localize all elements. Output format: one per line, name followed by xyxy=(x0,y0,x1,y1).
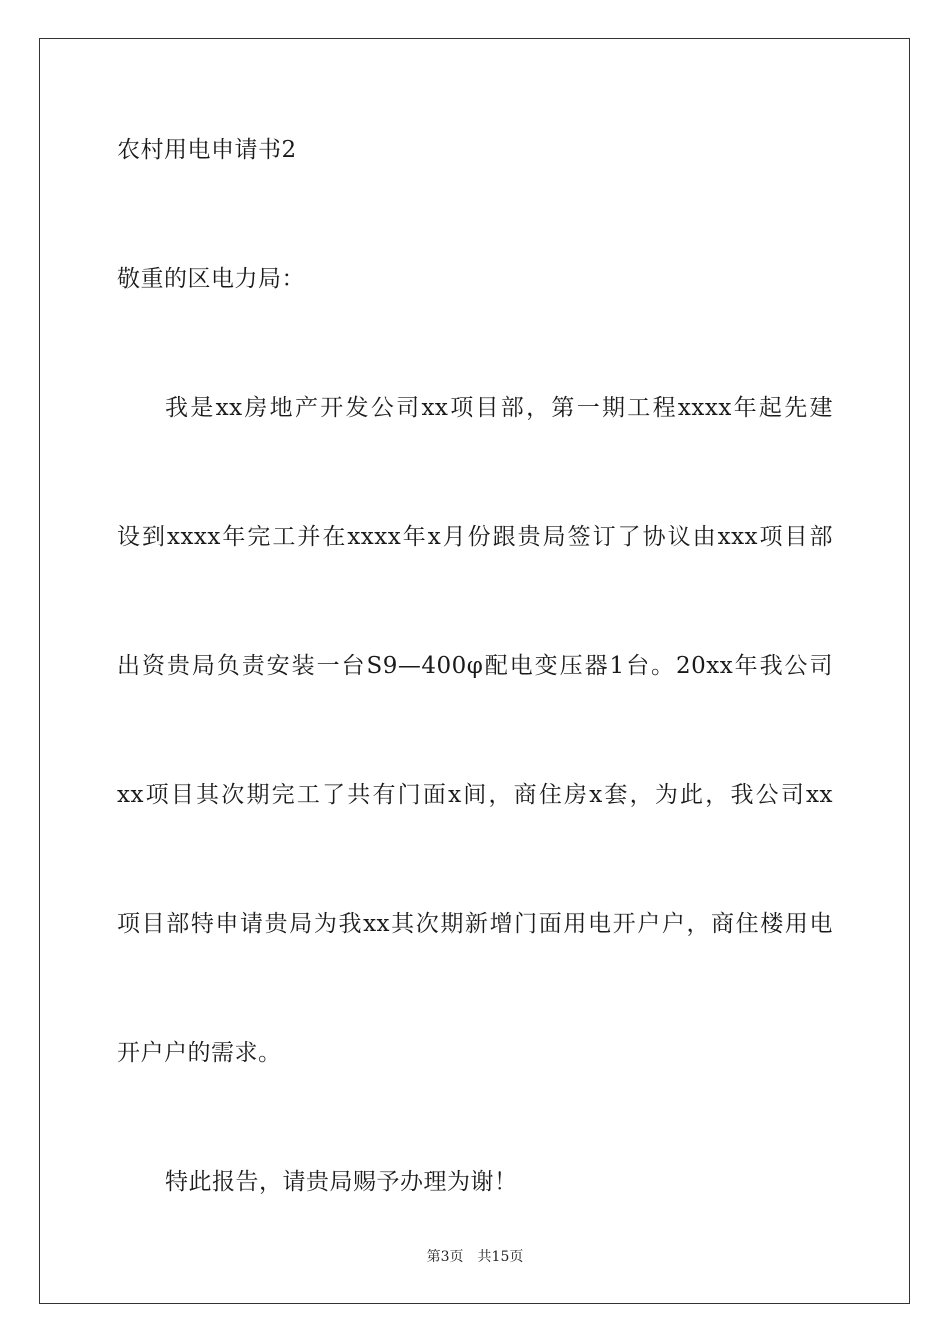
closing-line: 特此报告，请贵局赐予办理为谢！ xyxy=(165,1169,518,1195)
salutation: 敬重的区电力局： xyxy=(117,266,305,292)
page-number-total: 共15页 xyxy=(477,1249,524,1265)
page-number-current: 第3页 xyxy=(426,1249,464,1265)
body-line-6: 开户户的需求。 xyxy=(117,1040,282,1066)
body-line-5: 项目部特申请贵局为我xx其次期新增门面用电开户户，商住楼用电 xyxy=(117,911,833,937)
body-line-4: xx项目其次期完工了共有门面x间，商住房x套，为此，我公司xx xyxy=(117,782,833,808)
body-line-2: 设到xxxx年完工并在xxxx年x月份跟贵局签订了协议由xxx项目部 xyxy=(117,524,833,550)
page-footer xyxy=(0,1248,950,1266)
document-title: 农村用电申请书2 xyxy=(117,137,297,163)
body-line-3: 出资贵局负责安装一台S9—400φ配电变压器1台。20xx年我公司 xyxy=(117,653,833,679)
body-line-1: 我是xx房地产开发公司xx项目部，第一期工程xxxx年起先建 xyxy=(165,395,833,421)
